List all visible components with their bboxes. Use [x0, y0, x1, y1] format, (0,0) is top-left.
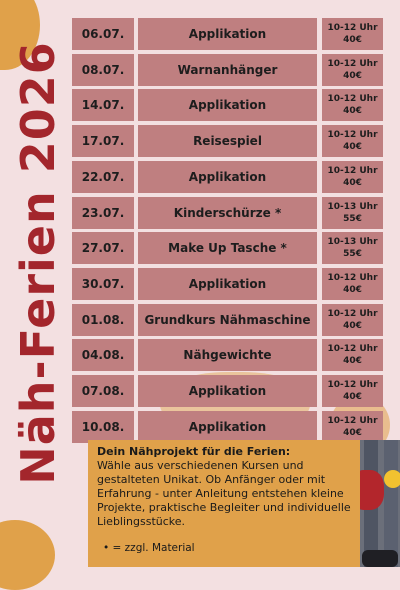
schedule-row: [72, 161, 383, 193]
course-time: 10-13 Uhr: [327, 237, 378, 248]
course-name: Applikation: [138, 411, 317, 443]
schedule-row: [72, 232, 383, 264]
smiley-icon: [384, 470, 400, 488]
course-time: 10-12 Uhr: [327, 415, 378, 426]
course-price: 55€: [343, 213, 362, 224]
course-time-price: [322, 268, 383, 300]
info-body: Wähle aus verschiedenen Kursen und gestalteten Unikat. Ob Anfänger oder mit Erfahrung - unter Anleitung entstehen kleine Projekte, praktische Begleiter und individuelle Lieblingsstücke.: [97, 459, 351, 528]
course-date: 06.07.: [72, 18, 134, 50]
course-name: Grundkurs Nähmaschine: [138, 304, 317, 336]
course-price: 40€: [343, 427, 362, 438]
course-price: 55€: [343, 249, 362, 260]
photo-shoe: [362, 550, 398, 567]
schedule-row: [72, 339, 383, 371]
course-name: Warnanhänger: [138, 54, 317, 86]
course-date: 27.07.: [72, 232, 134, 264]
course-date: 14.07.: [72, 89, 134, 121]
person-photo: [360, 440, 400, 567]
course-time-price: [322, 125, 383, 157]
schedule-row: [72, 54, 383, 86]
course-date: 22.07.: [72, 161, 134, 193]
poster-title: Näh-Ferien 2026: [11, 41, 65, 485]
course-time-price: [322, 197, 383, 229]
course-time-price: [322, 339, 383, 371]
info-heading: Dein Nähprojekt für die Ferien:: [97, 445, 291, 458]
course-time-price: [322, 18, 383, 50]
course-name: Applikation: [138, 18, 317, 50]
info-text: [97, 445, 359, 529]
course-time-price: [322, 375, 383, 407]
schedule-row: [72, 125, 383, 157]
course-name: Applikation: [138, 268, 317, 300]
material-note: • = zzgl. Material: [103, 542, 195, 554]
schedule-row: [72, 18, 383, 50]
course-price: 40€: [343, 106, 362, 117]
course-name: Nähgewichte: [138, 339, 317, 371]
schedule-row: [72, 411, 383, 443]
course-name: Applikation: [138, 375, 317, 407]
course-time: 10-12 Uhr: [327, 58, 378, 69]
photo-bag: [360, 470, 384, 510]
course-time: 10-12 Uhr: [327, 130, 378, 141]
course-time: 10-12 Uhr: [327, 272, 378, 283]
course-time-price: [322, 161, 383, 193]
course-name: Make Up Tasche *: [138, 232, 317, 264]
course-time-price: [322, 304, 383, 336]
schedule-row: [72, 304, 383, 336]
course-time-price: [322, 411, 383, 443]
course-price: 40€: [343, 284, 362, 295]
course-price: 40€: [343, 142, 362, 153]
schedule-row: [72, 197, 383, 229]
course-name: Applikation: [138, 89, 317, 121]
course-date: 10.08.: [72, 411, 134, 443]
course-date: 08.07.: [72, 54, 134, 86]
course-time: 10-12 Uhr: [327, 344, 378, 355]
course-time: 10-12 Uhr: [327, 308, 378, 319]
course-time: 10-12 Uhr: [327, 23, 378, 33]
course-time-price: [322, 54, 383, 86]
course-date: 04.08.: [72, 339, 134, 371]
schedule-row: [72, 89, 383, 121]
course-time-price: [322, 232, 383, 264]
course-price: 40€: [343, 320, 362, 331]
course-date: 17.07.: [72, 125, 134, 157]
schedule-row: [72, 268, 383, 300]
course-date: 30.07.: [72, 268, 134, 300]
course-time: 10-12 Uhr: [327, 380, 378, 390]
course-price: 40€: [343, 70, 362, 81]
course-price: 40€: [343, 35, 362, 45]
course-name: Kinderschürze *: [138, 197, 317, 229]
course-price: 40€: [343, 392, 362, 402]
course-price: 40€: [343, 356, 362, 367]
decorative-blob-bottom: [0, 520, 55, 590]
course-name: Applikation: [138, 161, 317, 193]
schedule-row: [72, 375, 383, 407]
course-date: 23.07.: [72, 197, 134, 229]
course-date: 01.08.: [72, 304, 134, 336]
course-name: Reisespiel: [138, 125, 317, 157]
course-time-price: [322, 89, 383, 121]
photo-leg-right: [384, 440, 398, 567]
course-price: 40€: [343, 177, 362, 188]
course-date: 07.08.: [72, 375, 134, 407]
course-time: 10-13 Uhr: [327, 201, 378, 212]
course-time: 10-12 Uhr: [327, 165, 378, 176]
course-time: 10-12 Uhr: [327, 94, 378, 105]
